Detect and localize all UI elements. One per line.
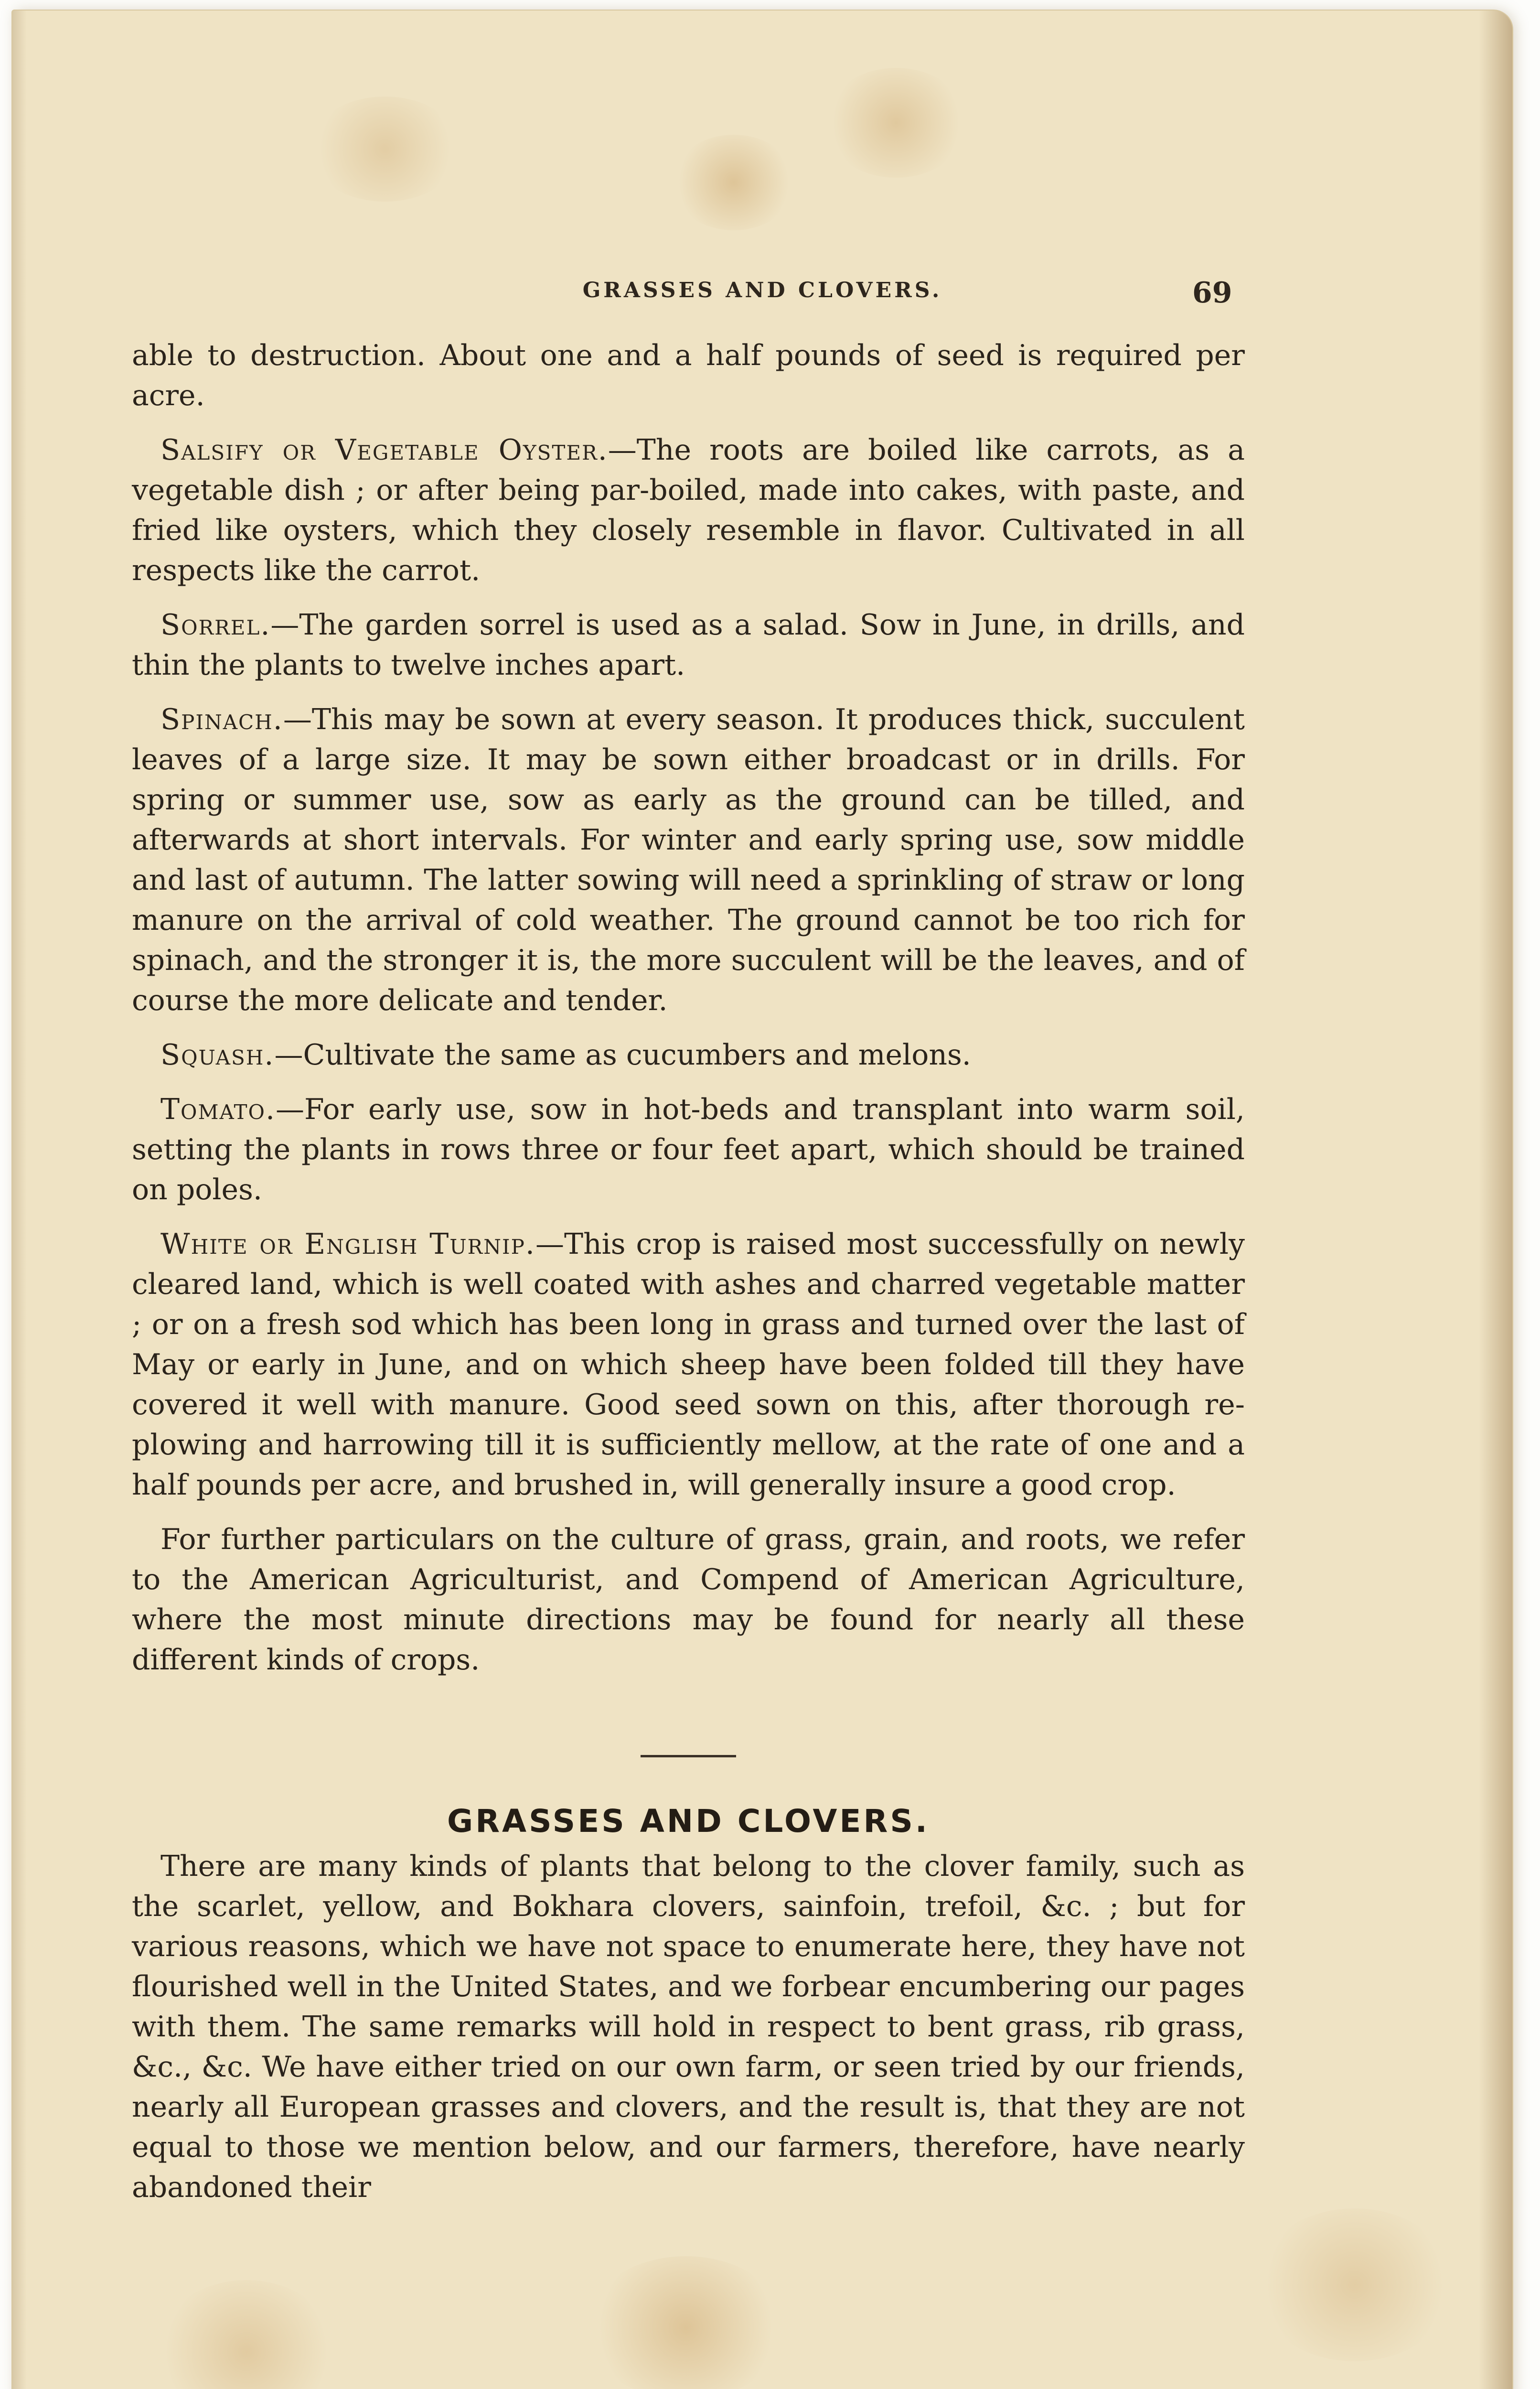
- entry-term: Salsify or Vegetable Oyster.: [160, 433, 608, 467]
- body-text: [132, 335, 1245, 2222]
- divider-rule: [641, 1755, 736, 1757]
- book-page: [12, 11, 1512, 2389]
- entry-term: Sorrel.: [160, 608, 271, 642]
- section-title: GRASSES AND CLOVERS.: [447, 1803, 930, 1840]
- paragraph-tomato: [132, 1089, 1245, 1210]
- entry-term: Tomato.: [160, 1093, 276, 1126]
- entry-term: White or English Turnip.: [160, 1227, 535, 1261]
- section-paragraph: There are many kinds of plants that belong to the clover family, such as the scarlet, yellow, and Bokhara clovers, sainfoin, trefoil, &c. ; but for various reasons, which we have not space to enumerate here, they have not flourished well in the United States, and we forbear encumbering our pages with them. The same remarks will hold in respect to bent grass, rib grass, &c., &c. We have either tried on our own farm, or seen tried by our friends, nearly all European grasses and clovers, and the result is, that they are not equal to those we mention below, and our farmers, therefore, have nearly abandoned their: [132, 1850, 1245, 2204]
- page-number: 69: [1192, 276, 1232, 310]
- paragraph-further-particulars: For further particulars on the culture of grass, grain, and roots, we refer to the American Agriculturist, and Compend of American Agriculture, where the most minute directions may be found for nearly all these different kinds of crops.: [132, 1523, 1245, 1677]
- paragraph-salsify: [132, 430, 1245, 591]
- paragraph-squash: [132, 1035, 1245, 1075]
- entry-text: —This crop is raised most successfully on newly cleared land, which is well coated with ashes and charred vegetable matter ; or on a fresh sod which has been long in grass and turned over the last of May or early in June, and on which sheep have been folded till they have covered it well with manure. Good seed sown on this, after thorough re-plowing and harrowing till it is sufficiently mellow, at the rate of one and a half pounds per acre, and brushed in, will generally insure a good crop.: [132, 1227, 1245, 1502]
- running-head: GRASSES AND CLOVERS.: [582, 278, 942, 302]
- paragraph-continuation: able to destruction. About one and a half pounds of seed is required per acre.: [132, 339, 1245, 412]
- paragraph-spinach: [132, 699, 1245, 1021]
- entry-text: —The roots are boiled like carrots, as a vegetable dish ; or after being par-boiled, made into cakes, with paste, and fried like oysters, which they closely resemble in flavor. Cultivated in all respects like the carrot.: [132, 433, 1245, 587]
- entry-term: Squash.: [160, 1038, 275, 1072]
- entry-text: —For early use, sow in hot-beds and transplant into warm soil, setting the plants in rows three or four feet apart, which should be trained on poles.: [132, 1093, 1245, 1206]
- paragraph-sorrel: [132, 605, 1245, 685]
- paragraph-turnip: [132, 1224, 1245, 1505]
- entry-text: —The garden sorrel is used as a salad. Sow in June, in drills, and thin the plants to twelve inches apart.: [132, 608, 1245, 682]
- entry-term: Spinach.: [160, 703, 283, 736]
- page-content: [12, 11, 1512, 2389]
- section-divider: [132, 1728, 1245, 1768]
- entry-text: —Cultivate the same as cucumbers and melons.: [274, 1038, 971, 1072]
- entry-text: —This may be sown at every season. It produces thick, succulent leaves of a large size. It may be sown either broadcast or in drills. For spring or summer use, sow as early as the ground can be tilled, and afterwards at short intervals. For winter and early spring use, sow middle and last of autumn. The latter sowing will need a sprinkling of straw or long manure on the arrival of cold weather. The ground cannot be too rich for spinach, and the stronger it is, the more succulent will be the leaves, and of course the more delicate and tender.: [132, 703, 1245, 1017]
